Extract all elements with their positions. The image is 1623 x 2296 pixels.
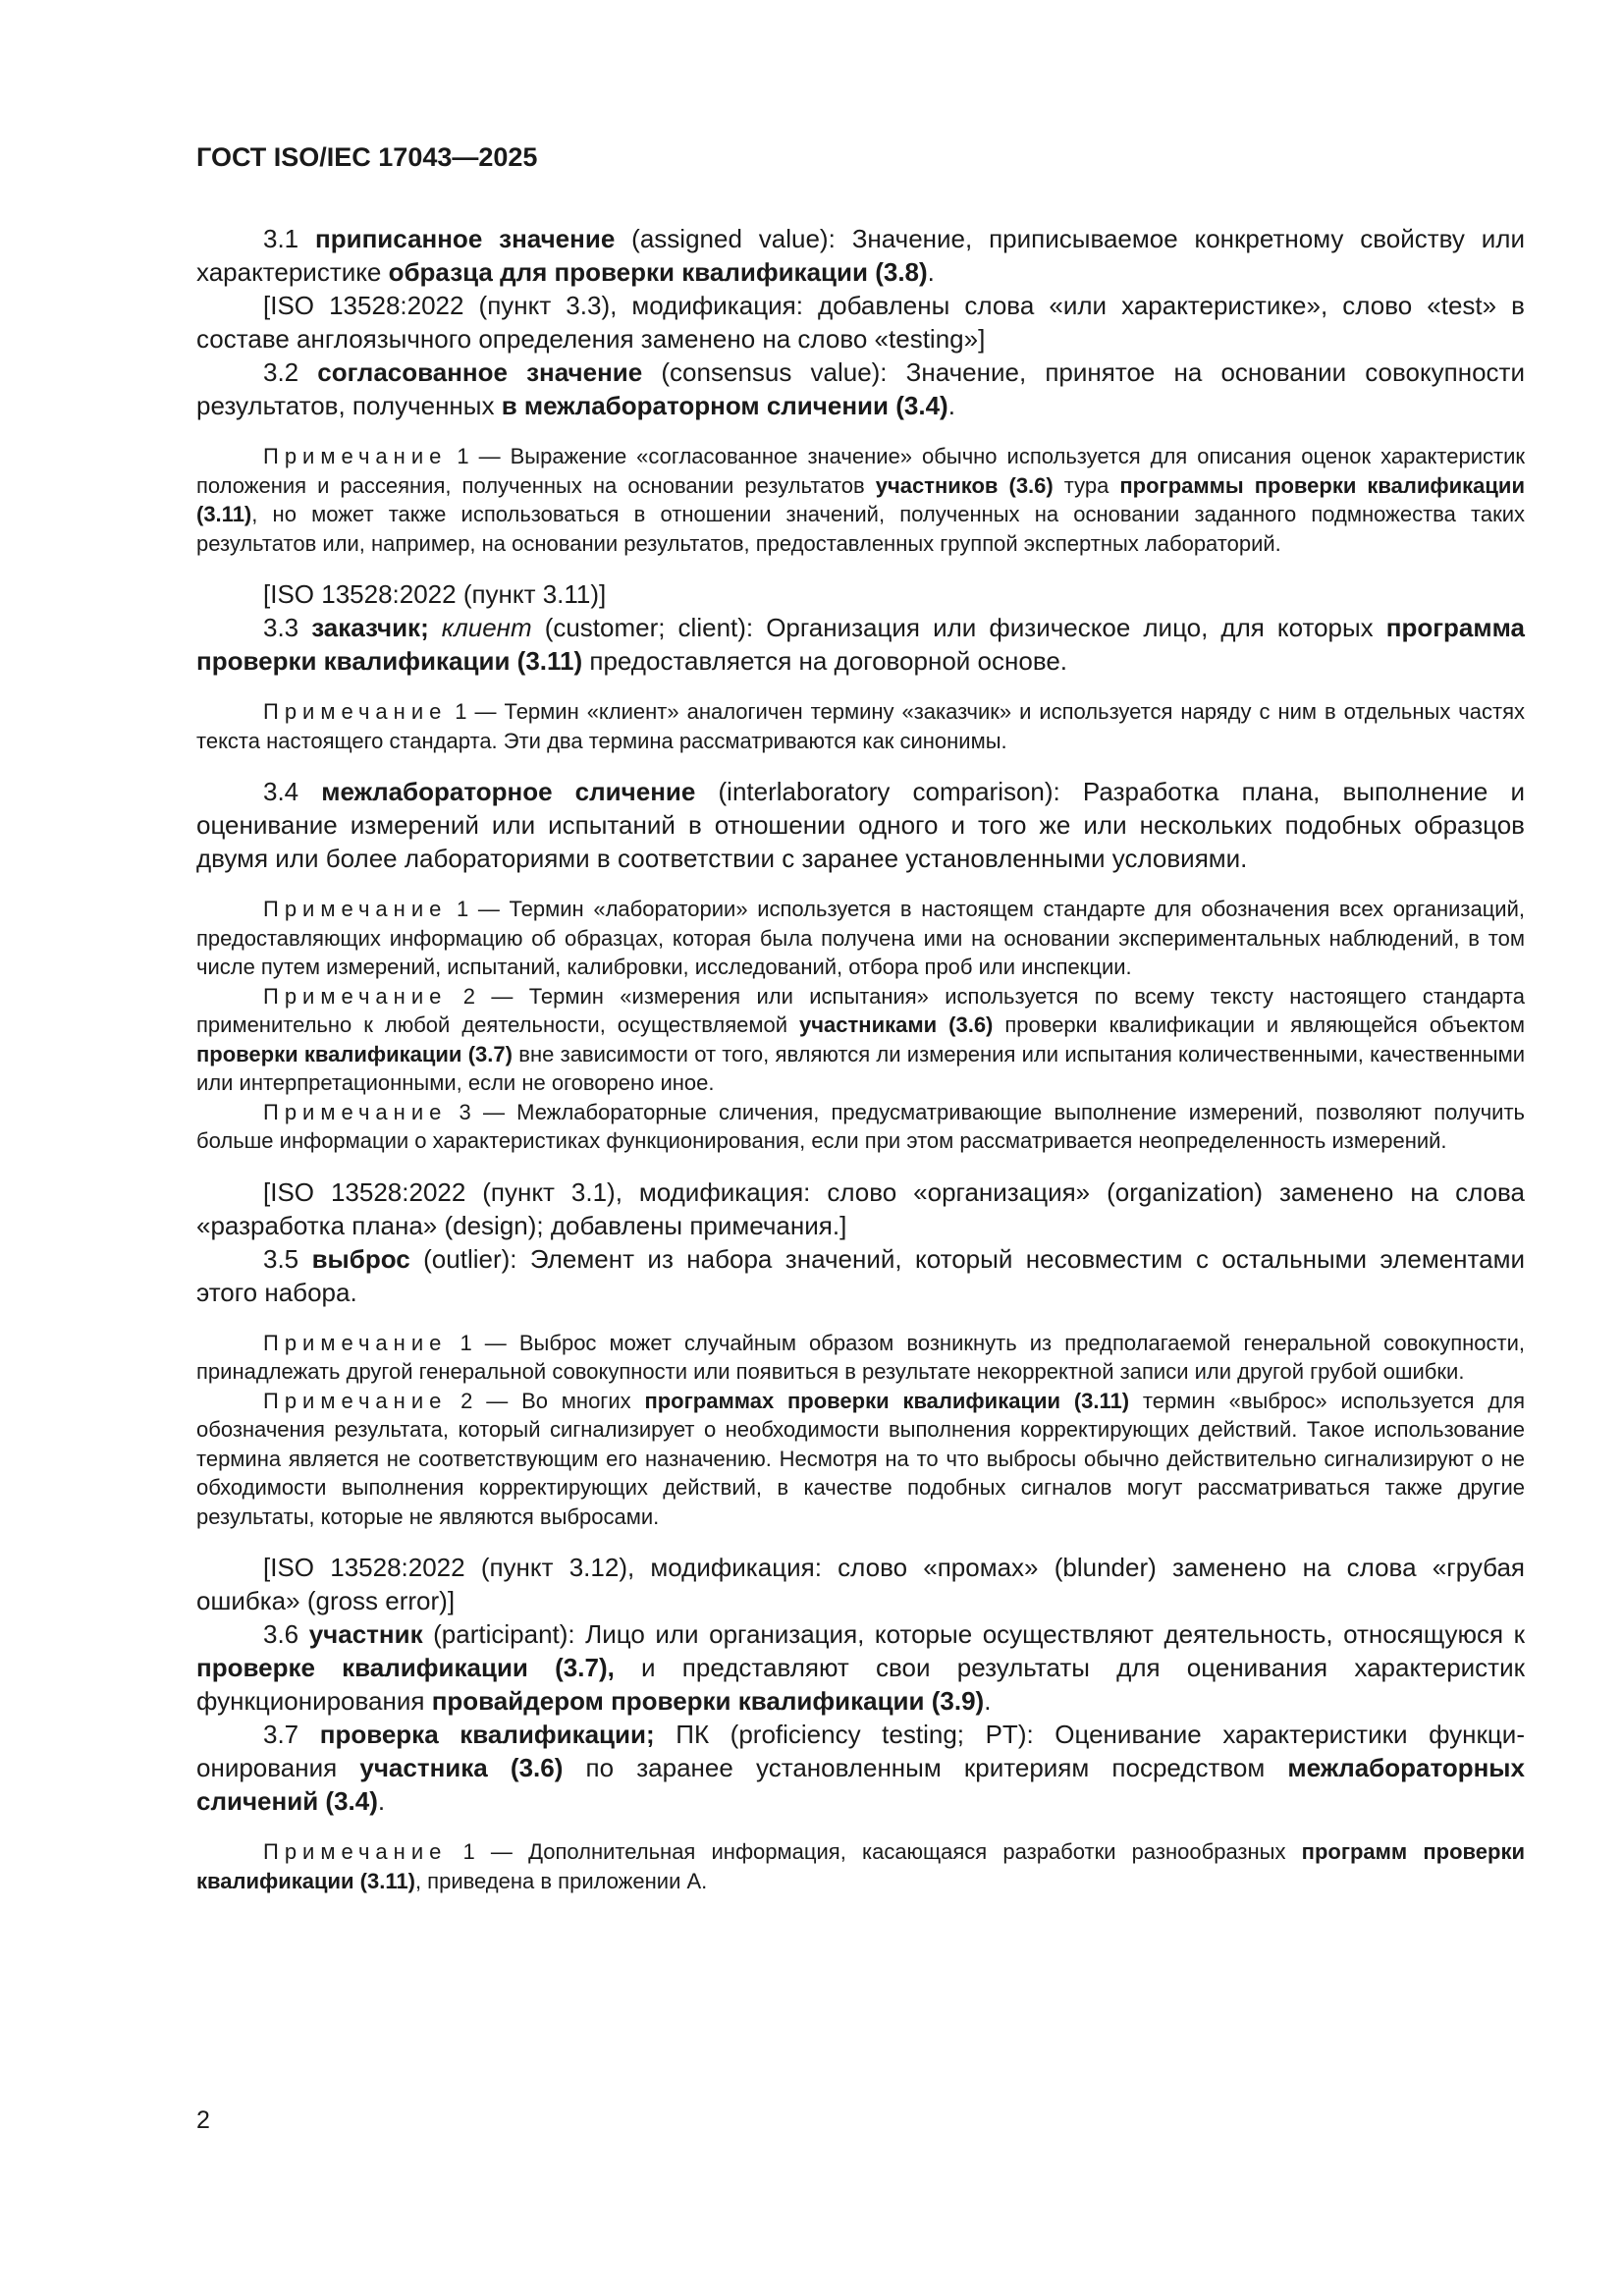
term-3-6: 3.6 участник (participant): Лицо или организация, которые осуществляют деятельность, относящуюся к проверке квалификации (3.7), и представляют свои результаты для оценивания характеристик функционирования провайдером проверки квалификации (3.9). <box>196 1619 1525 1716</box>
term-3-2: 3.2 согласованное значение (consensus value): Значение, принятое на основании совокупности результатов, полученных в межлабораторном сличении (3.4). <box>196 357 1525 420</box>
document-page <box>196 142 1525 1895</box>
note-3-4-1: Примечание 1 — Термин «лаборатории» используется в настоящем стандарте для обозначения всех организаций, предоставляющих информацию об образцах, которая была получена ими на основании экспериментальных наблюдений, в том числе путем измерений, испытаний, калибровки, исследований, отбора проб или инспекции. <box>196 897 1525 979</box>
note-3-5-1: Примечание 1 — Выброс может случайным образом возникнуть из предполагаемой генеральной совокупности, принадлежать другой генеральной совокупности или появиться в результате некорректной записи или другой грубой ошибки. <box>196 1330 1525 1384</box>
document-header: ГОСТ ISO/IEC 17043—2025 <box>196 142 538 172</box>
note-3-2-1: Примечание 1 — Выражение «согласованное значение» обычно используется для описания оценок характеристик положения и рассеяния, полученных на основании результатов участников (3.6) тура программы проверки квалификации (3.11), но может также использоваться в отношении значений, полученных на основании заданного подмножества таких результатов или, например, на основании результатов, предоставленных группой экспертных лабораторий. <box>196 444 1525 556</box>
note-3-4-3: Примечание 3 — Межлабораторные сличения, предусматривающие выполнение измерений, позволяют получить больше информации о характеристиках функционирования, если при этом рассматривается неопределенность измерений. <box>196 1099 1525 1153</box>
source-3-1: [ISO 13528:2022 (пункт 3.3), модификация: добавлены слова «или характеристике», слово «test» в составе англоязычного определения заменено на слово «testing»] <box>196 291 1525 354</box>
term-3-7: 3.7 проверка квалификации; ПК (proficiency testing; PT): Оценивание характеристики функционирования участника (3.6) по заранее установленным критериям посредством межлабораторных сличений (3.4). <box>196 1720 1525 1816</box>
source-3-2: [ISO 13528:2022 (пункт 3.11)] <box>263 579 607 609</box>
note-3-7-1: Примечание 1 — Дополнительная информация, касающаяся разработки разнообразных программ проверки квалификации (3.11), приведена в приложении А. <box>196 1839 1525 1893</box>
note-3-5-2: Примечание 2 — Во многих программах проверки квалификации (3.11) термин «выброс» используется для обозначения результата, который сигнализирует о необходимости выполнения корректирующих действий. Такое использование термина является не соответствующим его назначению. Несмотря на то что выбросы обычно действительно сигнализируют о не обходимости выполнения корректирующих действий, в качестве подобных сигналов могут рассматриваться также другие результаты, которые не являются выбросами. <box>196 1388 1525 1529</box>
source-3-5: [ISO 13528:2022 (пункт 3.12), модификация: слово «промах» (blunder) заменено на слова «грубая ошибка» (gross error)] <box>196 1553 1525 1615</box>
term-3-4: 3.4 межлабораторное сличение (interlaboratory comparison): Разработка плана, выполнение и оценивание измерений или испытаний в отношении одного и того же или нескольких подобных образцов двумя или более лабораториями в соответствии с заранее установленными условиями. <box>196 777 1526 873</box>
note-3-3-1: Примечание 1 — Термин «клиент» аналогичен термину «заказчик» и используется наряду с ним в отдельных частях текста настоящего стандарта. Эти два термина рассматриваются как синонимы. <box>196 699 1525 753</box>
source-3-4: [ISO 13528:2022 (пункт 3.1), модификация: слово «организация» (organization) заменено на слова «разработка плана» (design); добавлены примечания.] <box>196 1176 1525 1240</box>
page-number: 2 <box>196 2106 210 2134</box>
term-3-3: 3.3 заказчик; клиент (customer; client): Организация или физическое лицо, для которых программа проверки квалификации (3.11) предоставляется на договорной основе. <box>196 613 1525 676</box>
note-3-4-2: Примечание 2 — Термин «измерения или испытания» используется по всему тексту настоящего стандарта применительно к любой деятельности, осуществляемой участниками (3.6) проверки квалификации и являющейся объектом проверки квалификации (3.7) вне зависимости от того, являются ли измерения или испытания количественными, качественными или интерпретационными, если не оговорено иное. <box>196 983 1525 1095</box>
term-3-1: 3.1 приписанное значение (assigned value): Значение, приписываемое конкретному свойству или характеристике образца для проверки квалификации (3.8). <box>196 224 1525 287</box>
term-3-5: 3.5 выброс (outlier): Элемент из набора значений, который несовместим с остальными элементами этого набора. <box>196 1243 1525 1307</box>
